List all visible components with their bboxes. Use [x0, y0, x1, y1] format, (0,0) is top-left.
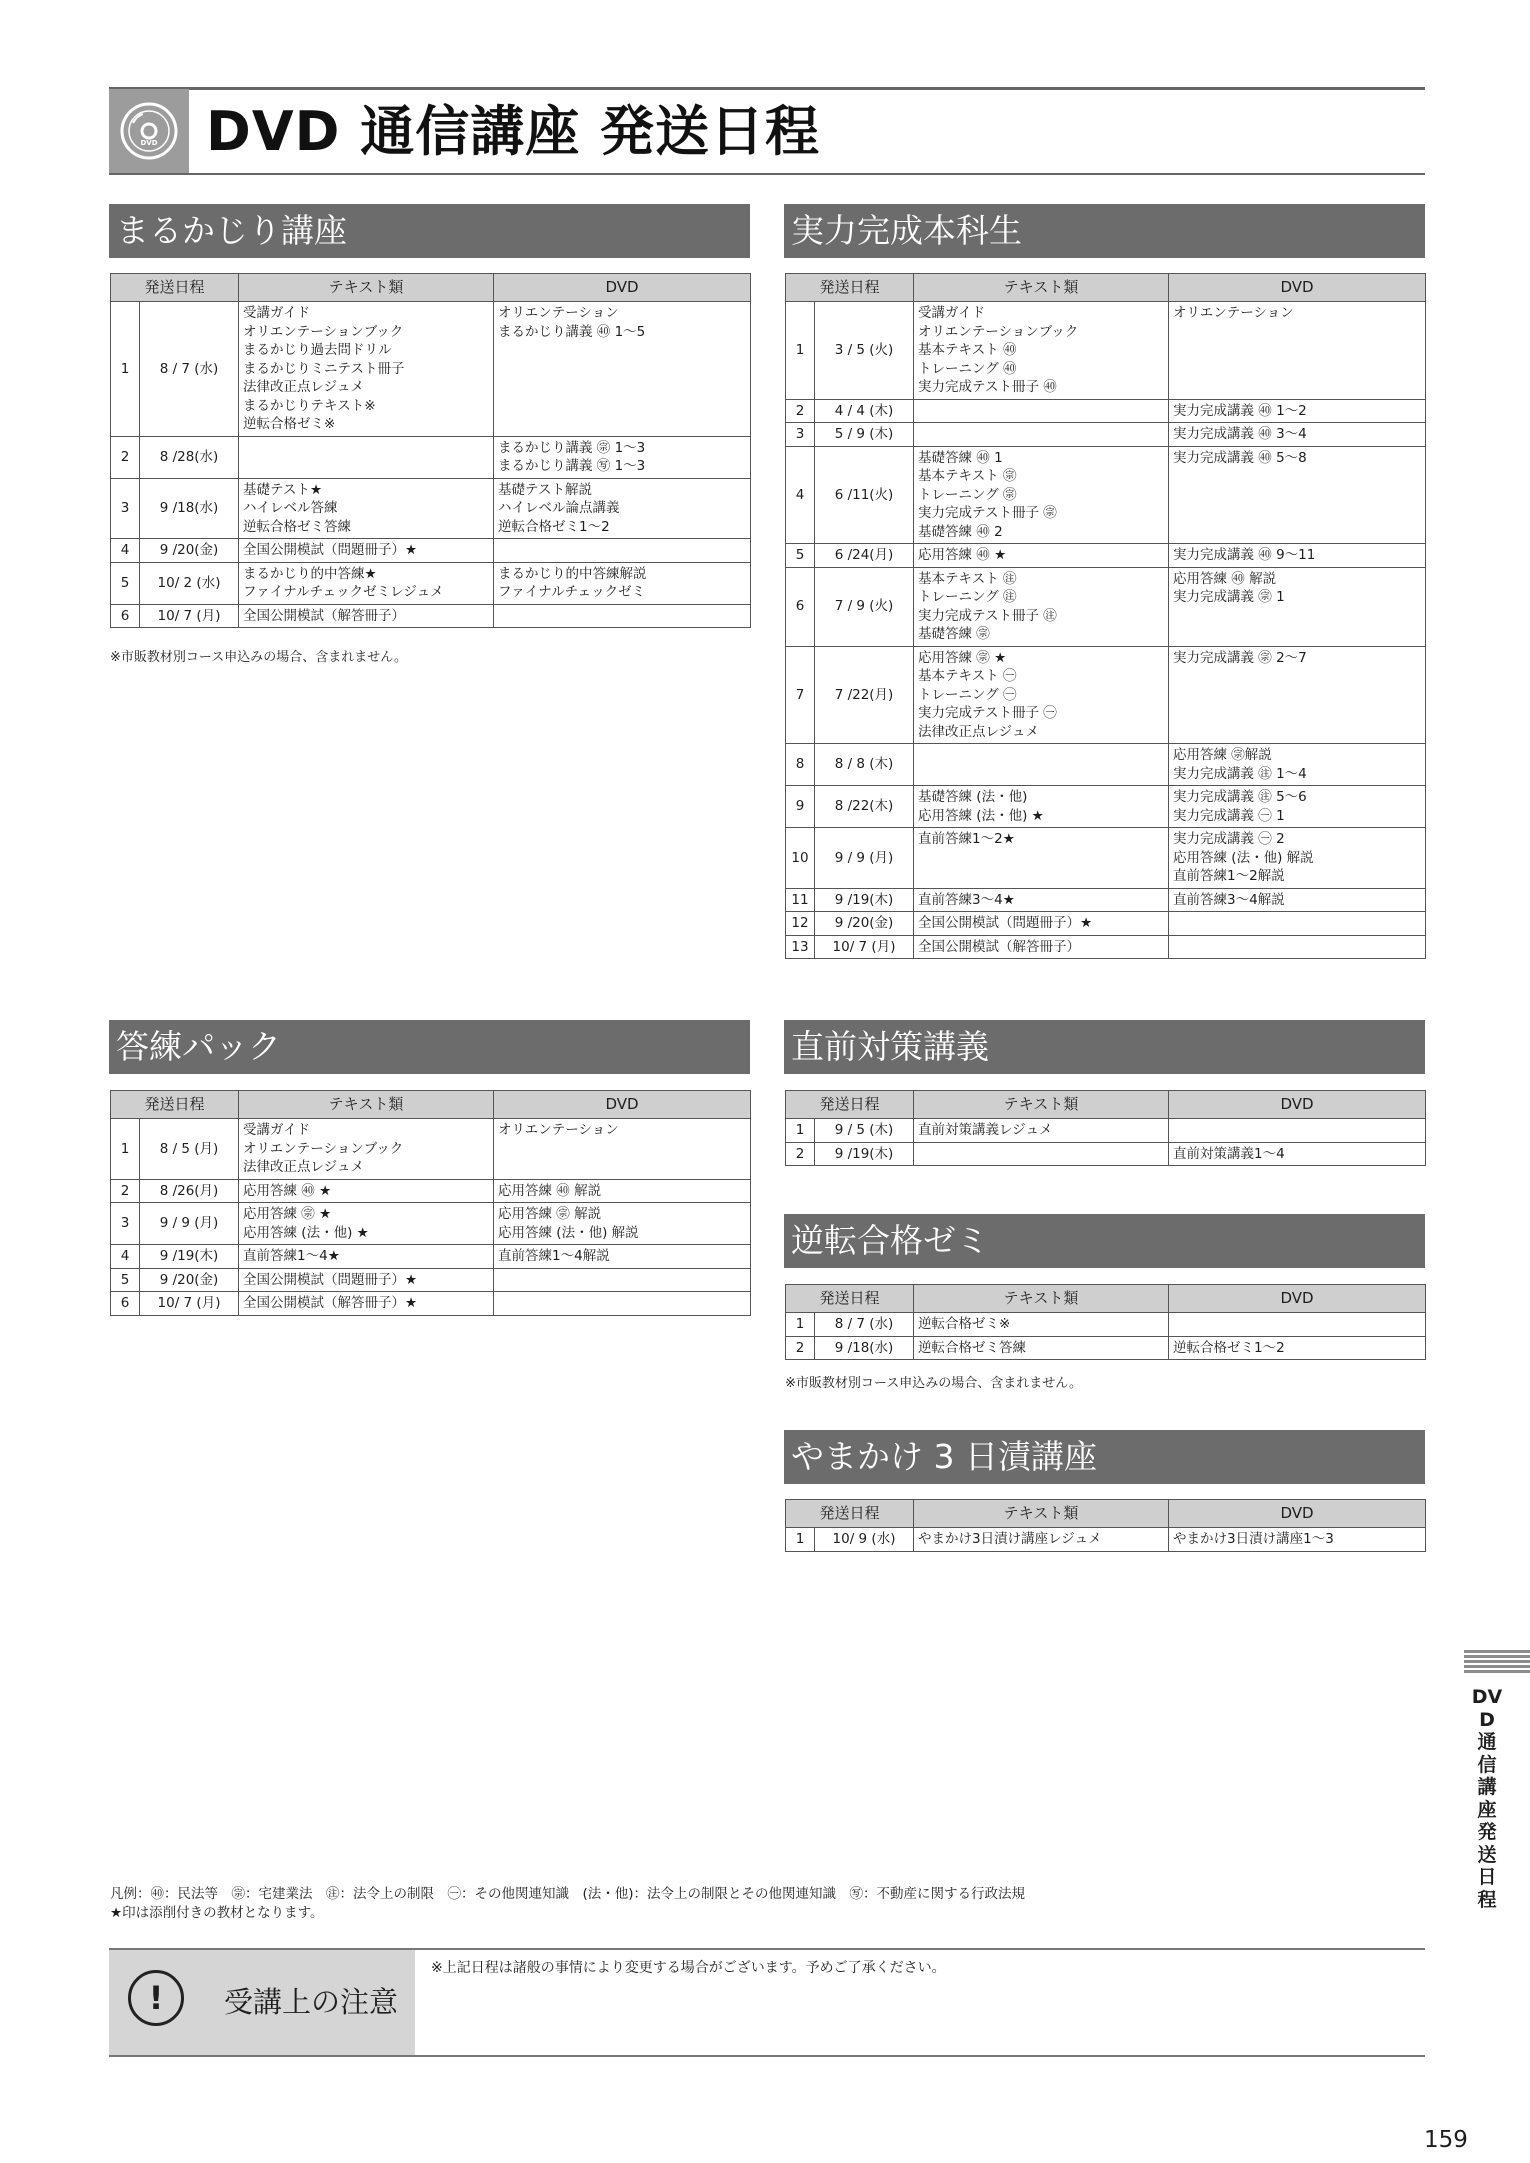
- cell-dvd: [494, 1268, 751, 1292]
- note-marukajiri: ※市販教材別コース申込みの場合、含まれません。: [110, 650, 408, 665]
- cell-text: 直前対策講義レジュメ: [914, 1119, 1169, 1143]
- legend-line-2: ★印は添削付きの教材となります。: [110, 1905, 324, 1921]
- table-row: [786, 786, 1426, 828]
- disc-icon-label: DVD: [140, 139, 158, 147]
- cell-dvd: 実力完成講義 ㊪ 2〜7: [1169, 646, 1426, 744]
- cell-dvd: まるかじり的中答練解説 ファイナルチェックゼミ: [494, 562, 751, 604]
- cell-date: 5 / 9 (木): [815, 423, 914, 447]
- cell-date: 9 /18(水): [140, 478, 239, 539]
- cell-dvd: [1169, 935, 1426, 959]
- table-row: [786, 828, 1426, 889]
- cell-date: 8 / 7 (水): [140, 302, 239, 437]
- cell-date: 8 / 7 (水): [815, 1313, 914, 1337]
- cell-dvd: 直前対策講義1〜4: [1169, 1142, 1426, 1166]
- exclamation-icon: !: [128, 1970, 184, 2026]
- cell-text: [914, 744, 1169, 786]
- cell-text: 全国公開模試（問題冊子）★: [239, 1268, 494, 1292]
- col-header-text: テキスト類: [914, 1285, 1169, 1313]
- table-row: [786, 446, 1426, 544]
- cell-date: 9 /19(木): [140, 1245, 239, 1269]
- table-row: [786, 1142, 1426, 1166]
- table-row: [786, 423, 1426, 447]
- section-title-jitsuryoku: 実力完成本科生: [784, 204, 1425, 258]
- table-row: [786, 912, 1426, 936]
- table-row: [111, 539, 751, 563]
- cell-no: 4: [111, 539, 140, 563]
- caution-title: 受講上の注意: [224, 1985, 399, 2019]
- cell-text: 逆転合格ゼミ答練: [914, 1336, 1169, 1360]
- cell-text: [239, 436, 494, 478]
- cell-dvd: [1169, 912, 1426, 936]
- cell-date: 4 / 4 (木): [815, 399, 914, 423]
- cell-dvd: オリエンテーション まるかじり講義 ㊵ 1〜5: [494, 302, 751, 437]
- cell-no: 3: [111, 1203, 140, 1245]
- cell-no: 11: [786, 888, 815, 912]
- table-row: [111, 1203, 751, 1245]
- cell-no: 3: [111, 478, 140, 539]
- col-header-dvd: DVD: [494, 274, 751, 302]
- cell-dvd: 実力完成講義 ㊀ 2 応用答練 (法・他) 解説 直前答練1〜2解説: [1169, 828, 1426, 889]
- cell-date: 9 /20(金): [815, 912, 914, 936]
- cell-no: 5: [111, 562, 140, 604]
- section-title-yamakake: やまかけ 3 日漬講座: [784, 1430, 1425, 1484]
- cell-no: 6: [111, 1292, 140, 1316]
- cell-text: 応用答練 ㊵ ★: [914, 544, 1169, 568]
- col-header-date: 発送日程: [786, 274, 914, 302]
- cell-no: 6: [111, 604, 140, 628]
- cell-text: [914, 399, 1169, 423]
- cell-date: 6 /24(月): [815, 544, 914, 568]
- cell-no: 1: [111, 1119, 140, 1180]
- cell-dvd: 直前答練3〜4解説: [1169, 888, 1426, 912]
- cell-dvd: 基礎テスト解説 ハイレベル論点講義 逆転合格ゼミ1〜2: [494, 478, 751, 539]
- side-index-bars: [1464, 1650, 1530, 1675]
- table-row: [786, 544, 1426, 568]
- cell-dvd: 実力完成講義 ㊵ 5〜8: [1169, 446, 1426, 544]
- disc-icon: [109, 89, 189, 173]
- table-row: [786, 399, 1426, 423]
- col-header-text: テキスト類: [239, 1091, 494, 1119]
- cell-date: 10/ 7 (月): [815, 935, 914, 959]
- cell-text: 受講ガイド オリエンテーションブック 基本テキスト ㊵ トレーニング ㊵ 実力完成テスト冊子 ㊵: [914, 302, 1169, 400]
- col-header-text: テキスト類: [239, 274, 494, 302]
- cell-text: 応用答練 ㊪ ★ 応用答練 (法・他) ★: [239, 1203, 494, 1245]
- table-row: [786, 888, 1426, 912]
- cell-dvd: [494, 539, 751, 563]
- cell-text: 全国公開模試（解答冊子）★: [239, 1292, 494, 1316]
- cell-date: 8 / 8 (木): [815, 744, 914, 786]
- cell-dvd: 実力完成講義 ㊟ 5〜6 実力完成講義 ㊀ 1: [1169, 786, 1426, 828]
- table-jitsuryoku: [785, 273, 1426, 959]
- table-row: [111, 1119, 751, 1180]
- table-row: [786, 1119, 1426, 1143]
- cell-dvd: 実力完成講義 ㊵ 3〜4: [1169, 423, 1426, 447]
- cell-date: 9 /19(木): [815, 888, 914, 912]
- table-row: [111, 302, 751, 437]
- cell-dvd: まるかじり講義 ㊪ 1〜3 まるかじり講義 ㊢ 1〜3: [494, 436, 751, 478]
- cell-text: 応用答練 ㊵ ★: [239, 1179, 494, 1203]
- cell-date: 6 /11(火): [815, 446, 914, 544]
- cell-date: 9 /20(金): [140, 1268, 239, 1292]
- cell-dvd: 直前答練1〜4解説: [494, 1245, 751, 1269]
- cell-date: 7 /22(月): [815, 646, 914, 744]
- cell-text: 直前答練3〜4★: [914, 888, 1169, 912]
- section-title-gyakuten: 逆転合格ゼミ: [784, 1214, 1425, 1268]
- cell-date: 8 /28(水): [140, 436, 239, 478]
- table-row: [786, 1313, 1426, 1337]
- cell-no: 4: [786, 446, 815, 544]
- cell-no: 7: [786, 646, 815, 744]
- cell-date: 10/ 2 (水): [140, 562, 239, 604]
- table-row: [111, 1245, 751, 1269]
- cell-date: 7 / 9 (火): [815, 567, 914, 646]
- cell-no: 9: [786, 786, 815, 828]
- cell-date: 9 / 9 (月): [815, 828, 914, 889]
- table-chokuzen: [785, 1090, 1426, 1166]
- table-gyakuten: [785, 1284, 1426, 1360]
- cell-text: 全国公開模試（解答冊子）: [914, 935, 1169, 959]
- cell-no: 5: [786, 544, 815, 568]
- disc-icon-box: [109, 89, 189, 173]
- cell-no: 12: [786, 912, 815, 936]
- table-row: [111, 1292, 751, 1316]
- cell-text: 全国公開模試（解答冊子）: [239, 604, 494, 628]
- cell-text: 全国公開模試（問題冊子）★: [239, 539, 494, 563]
- legend-line-1: 凡例：㊵：民法等 ㊪：宅建業法 ㊟：法令上の制限 ㊀：その他関連知識 (法・他)：法令上の制限とその他関連知識 ㊢：不動産に関する行政法規: [110, 1886, 1026, 1902]
- table-row: [111, 1179, 751, 1203]
- cell-no: 1: [786, 1528, 815, 1552]
- cell-text: やまかけ3日漬け講座レジュメ: [914, 1528, 1169, 1552]
- cell-date: 9 /18(水): [815, 1336, 914, 1360]
- cell-date: 10/ 9 (水): [815, 1528, 914, 1552]
- cell-no: 2: [786, 1336, 815, 1360]
- col-header-date: 発送日程: [786, 1285, 914, 1313]
- note-gyakuten: ※市販教材別コース申込みの場合、含まれません。: [785, 1376, 1083, 1391]
- table-yamakake: [785, 1499, 1426, 1552]
- cell-dvd: オリエンテーション: [1169, 302, 1426, 400]
- table-row: [786, 646, 1426, 744]
- page-title: DVD 通信講座 発送日程: [206, 100, 821, 163]
- col-header-dvd: DVD: [1169, 1285, 1426, 1313]
- section-title-toren: 答練パック: [109, 1020, 750, 1074]
- cell-no: 1: [111, 302, 140, 437]
- cell-no: 2: [786, 1142, 815, 1166]
- cell-text: 基礎テスト★ ハイレベル答練 逆転合格ゼミ答練: [239, 478, 494, 539]
- cell-date: 10/ 7 (月): [140, 604, 239, 628]
- col-header-date: 発送日程: [111, 1091, 239, 1119]
- col-header-dvd: DVD: [494, 1091, 751, 1119]
- cell-no: 1: [786, 1313, 815, 1337]
- cell-date: 9 /19(木): [815, 1142, 914, 1166]
- cell-no: 13: [786, 935, 815, 959]
- cell-date: 8 /22(木): [815, 786, 914, 828]
- table-row: [786, 567, 1426, 646]
- side-index-label: DVD通信講座 発送日程: [1471, 1686, 1503, 1911]
- cell-text: [914, 1142, 1169, 1166]
- caution-text: ※上記日程は諸般の事情により変更する場合がございます。予めご了承ください。: [431, 1960, 946, 1976]
- cell-no: 8: [786, 744, 815, 786]
- col-header-date: 発送日程: [786, 1091, 914, 1119]
- table-row: [111, 604, 751, 628]
- cell-date: 9 / 5 (木): [815, 1119, 914, 1143]
- cell-text: [914, 423, 1169, 447]
- cell-dvd: やまかけ3日漬け講座1〜3: [1169, 1528, 1426, 1552]
- cell-dvd: [494, 1292, 751, 1316]
- table-row: [786, 744, 1426, 786]
- col-header-text: テキスト類: [914, 1091, 1169, 1119]
- col-header-dvd: DVD: [1169, 1500, 1426, 1528]
- cell-text: 受講ガイド オリエンテーションブック 法律改正点レジュメ: [239, 1119, 494, 1180]
- cell-text: 逆転合格ゼミ※: [914, 1313, 1169, 1337]
- table-marukajiri: [110, 273, 751, 628]
- cell-text: 直前答練1〜4★: [239, 1245, 494, 1269]
- cell-dvd: 応用答練 ㊵ 解説 実力完成講義 ㊪ 1: [1169, 567, 1426, 646]
- section-title-marukajiri: まるかじり講座: [109, 204, 750, 258]
- cell-date: 3 / 5 (火): [815, 302, 914, 400]
- section-title-chokuzen: 直前対策講義: [784, 1020, 1425, 1074]
- cell-text: 全国公開模試（問題冊子）★: [914, 912, 1169, 936]
- col-header-dvd: DVD: [1169, 1091, 1426, 1119]
- page-number: 159: [1424, 2127, 1468, 2153]
- cell-text: 直前答練1〜2★: [914, 828, 1169, 889]
- cell-dvd: オリエンテーション: [494, 1119, 751, 1180]
- cell-no: 2: [111, 436, 140, 478]
- cell-no: 6: [786, 567, 815, 646]
- cell-no: 2: [786, 399, 815, 423]
- cell-no: 3: [786, 423, 815, 447]
- cell-dvd: 実力完成講義 ㊵ 1〜2: [1169, 399, 1426, 423]
- cell-dvd: 逆転合格ゼミ1〜2: [1169, 1336, 1426, 1360]
- cell-dvd: [494, 604, 751, 628]
- table-toren: [110, 1090, 751, 1316]
- cell-text: 応用答練 ㊪ ★ 基本テキスト ㊀ トレーニング ㊀ 実力完成テスト冊子 ㊀ 法律改正点レジュメ: [914, 646, 1169, 744]
- col-header-date: 発送日程: [111, 274, 239, 302]
- cell-dvd: [1169, 1119, 1426, 1143]
- table-row: [111, 1268, 751, 1292]
- table-row: [786, 1528, 1426, 1552]
- cell-date: 9 / 9 (月): [140, 1203, 239, 1245]
- cell-dvd: 応用答練 ㊪ 解説 応用答練 (法・他) 解説: [494, 1203, 751, 1245]
- table-row: [111, 478, 751, 539]
- cell-text: 基本テキスト ㊟ トレーニング ㊟ 実力完成テスト冊子 ㊟ 基礎答練 ㊪: [914, 567, 1169, 646]
- col-header-text: テキスト類: [914, 1500, 1169, 1528]
- cell-dvd: 実力完成講義 ㊵ 9〜11: [1169, 544, 1426, 568]
- cell-date: 8 /26(月): [140, 1179, 239, 1203]
- cell-text: 基礎答練 (法・他) 応用答練 (法・他) ★: [914, 786, 1169, 828]
- cell-no: 4: [111, 1245, 140, 1269]
- cell-no: 10: [786, 828, 815, 889]
- table-row: [786, 935, 1426, 959]
- cell-dvd: 応用答練 ㊵ 解説: [494, 1179, 751, 1203]
- cell-text: 受講ガイド オリエンテーションブック まるかじり過去問ドリル まるかじりミニテスト冊子 法律改正点レジュメ まるかじりテキスト※ 逆転合格ゼミ※: [239, 302, 494, 437]
- col-header-date: 発送日程: [786, 1500, 914, 1528]
- cell-date: 8 / 5 (月): [140, 1119, 239, 1180]
- col-header-dvd: DVD: [1169, 274, 1426, 302]
- table-row: [786, 302, 1426, 400]
- cell-text: まるかじり的中答練★ ファイナルチェックゼミレジュメ: [239, 562, 494, 604]
- table-row: [111, 436, 751, 478]
- cell-no: 2: [111, 1179, 140, 1203]
- cell-date: 10/ 7 (月): [140, 1292, 239, 1316]
- cell-dvd: [1169, 1313, 1426, 1337]
- cell-date: 9 /20(金): [140, 539, 239, 563]
- cell-no: 1: [786, 302, 815, 400]
- cell-dvd: 応用答練 ㊪解説 実力完成講義 ㊟ 1〜4: [1169, 744, 1426, 786]
- cell-text: 基礎答練 ㊵ 1 基本テキスト ㊪ トレーニング ㊪ 実力完成テスト冊子 ㊪ 基礎答練 ㊵ 2: [914, 446, 1169, 544]
- col-header-text: テキスト類: [914, 274, 1169, 302]
- table-row: [111, 562, 751, 604]
- cell-no: 1: [786, 1119, 815, 1143]
- cell-no: 5: [111, 1268, 140, 1292]
- table-row: [786, 1336, 1426, 1360]
